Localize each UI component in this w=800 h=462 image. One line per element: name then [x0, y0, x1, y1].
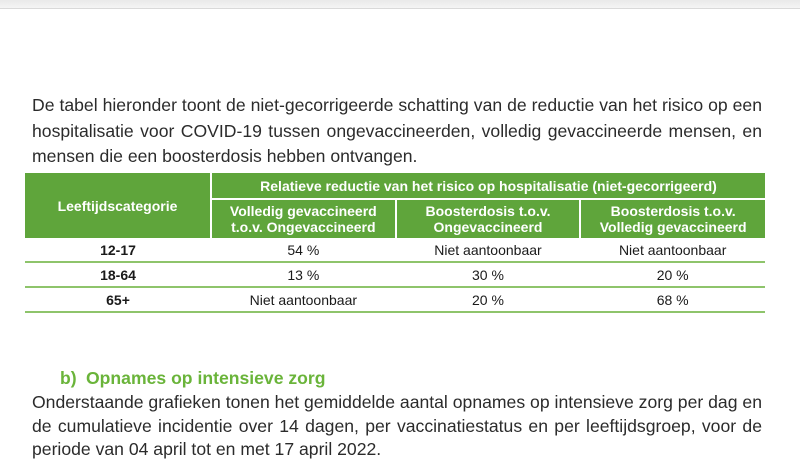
- table-cell: 20 %: [396, 287, 581, 312]
- column-header: [396, 199, 581, 238]
- column-header-line: t.o.v. Ongevaccineerd: [231, 219, 376, 235]
- table-row: [25, 287, 765, 312]
- table-row: [25, 238, 765, 262]
- column-header: [211, 199, 396, 238]
- section-letter: b): [60, 368, 77, 388]
- intro-paragraph: De tabel hieronder toont de niet-gecorrigeerde schatting van de reductie van het risico op een hospitalisatie voor COVID-19 tussen ongevaccineerden, volledig gevaccineerde mensen, en mensen die een boosterdosis hebben ontvangen.: [32, 95, 762, 166]
- column-header-line: Ongevaccineerd: [433, 219, 543, 235]
- table-cell: 54 %: [211, 238, 396, 262]
- table-cell: 68 %: [580, 287, 765, 312]
- category-header: Leeftijdscategorie: [25, 173, 211, 238]
- table-cell: Niet aantoonbaar: [396, 238, 581, 262]
- row-category: 65+: [25, 287, 211, 312]
- row-category: 18-64: [25, 262, 211, 287]
- column-header-line: Volledig gevaccineerd: [229, 203, 377, 219]
- column-header-line: Boosterdosis t.o.v.: [425, 203, 551, 219]
- section-heading: [60, 368, 326, 389]
- row-category: 12-17: [25, 238, 211, 262]
- column-header-line: Volledig gevaccineerd: [599, 219, 747, 235]
- table-cell: 20 %: [580, 262, 765, 287]
- table-cell: Niet aantoonbaar: [580, 238, 765, 262]
- table-cell: 13 %: [211, 262, 396, 287]
- table-cell: Niet aantoonbaar: [211, 287, 396, 312]
- table-row: [25, 262, 765, 287]
- group-header: Relatieve reductie van het risico op hospitalisatie (niet-gecorrigeerd): [211, 173, 765, 199]
- column-header-line: Boosterdosis t.o.v.: [610, 203, 736, 219]
- section-paragraph: Onderstaande grafieken tonen het gemiddelde aantal opnames op intensieve zorg per dag en de cumulatieve incidentie over 14 dagen, per vaccinatiestatus en per leeftijdsgroep, voor de periode van 04 april tot en met 17 april 2022.: [32, 392, 762, 459]
- risk-reduction-table: [25, 173, 765, 313]
- section-title-text: Opnames op intensieve zorg: [86, 368, 326, 388]
- column-header: [580, 199, 765, 238]
- table-header-row: [25, 173, 765, 199]
- table-cell: 30 %: [396, 262, 581, 287]
